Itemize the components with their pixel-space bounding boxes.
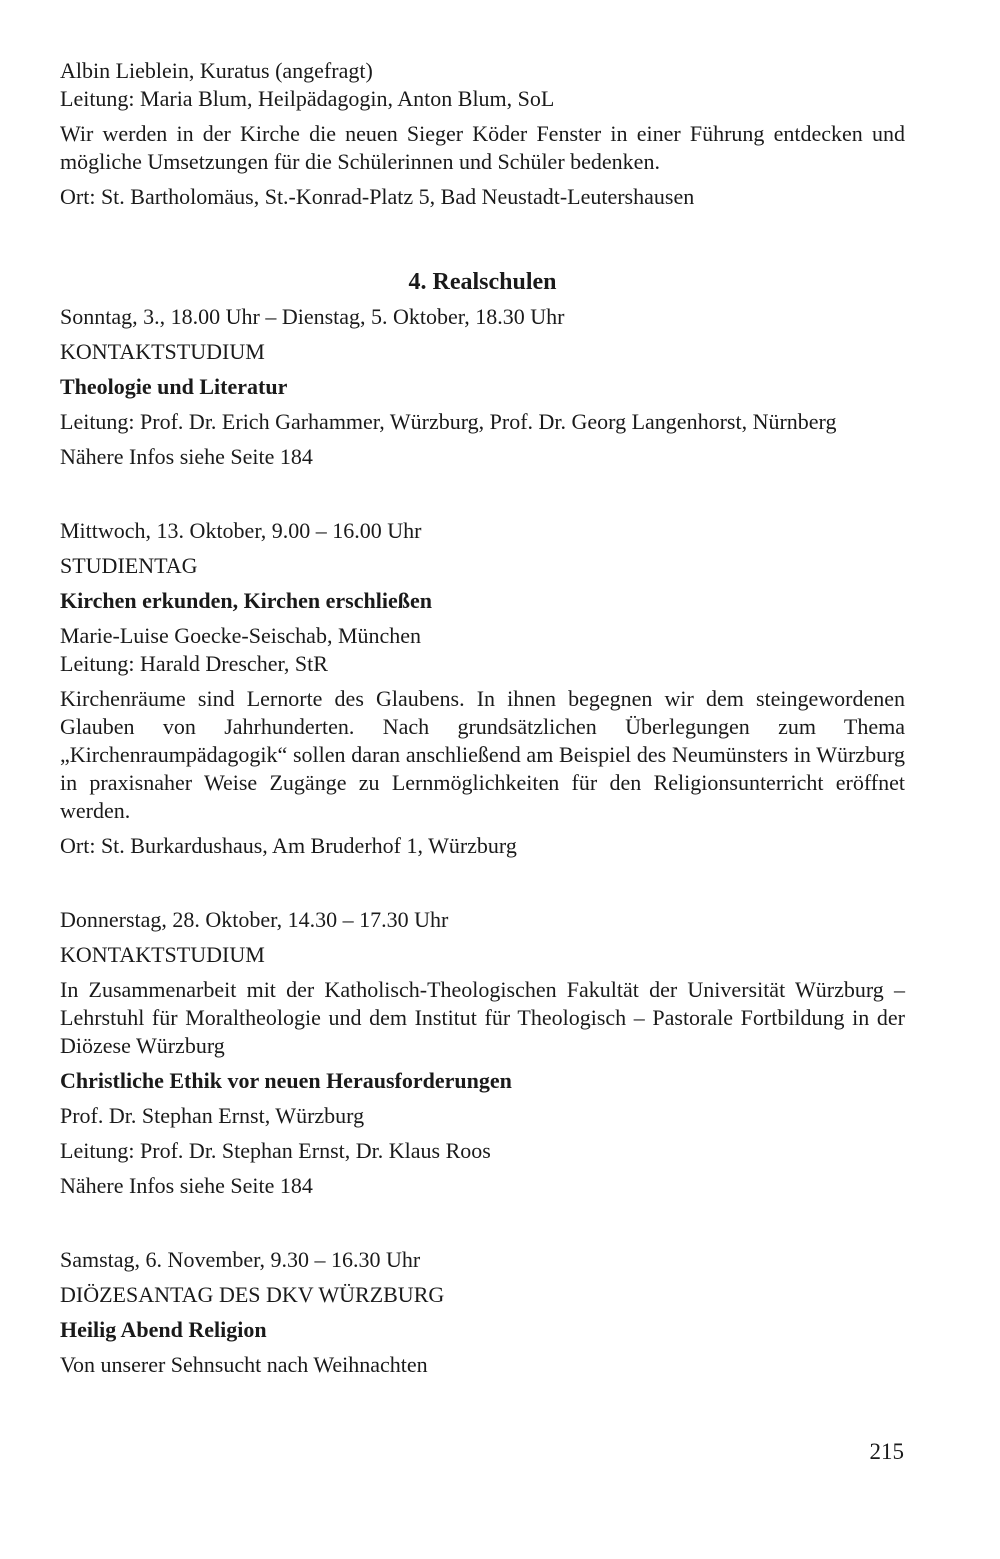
event-type: KONTAKTSTUDIUM [60,339,265,364]
event-subtitle: Von unserer Sehnsucht nach Weihnachten [60,1352,428,1377]
event-description: Wir werden in der Kirche die neuen Sieger Köder Fenster in einer Führung entdecken und mögliche Umsetzungen für die Schülerinnen und Schüler bedenken. [60,121,905,174]
event-date: Sonntag, 3., 18.00 Uhr – Dienstag, 5. Oktober, 18.30 Uhr [60,304,565,329]
event-cooperation: In Zusammenarbeit mit der Katholisch-Theologischen Fakultät der Universität Würzburg – Lehrstuhl für Moraltheologie und dem Institut für Theologisch – Pastorale Fortbildung in der Diözese Würzburg [60,977,905,1058]
event-description: Kirchenräume sind Lernorte des Glaubens. In ihnen begegnen wir dem steingewordenen Glauben von Jahrhunderten. Nach grundsätzlichen Überlegungen zum Thema „Kirchenraumpädagogik“ sollen daran anschließend am Beispiel des Neumünsters in Würzburg in praxisnaher Weise Zugänge zu Lernmöglichkeiten für den Religionsunterricht eröffnet werden. [60,686,905,823]
page-number: 215 [869,1439,904,1464]
document-page [60,57,905,1379]
event-date: Mittwoch, 13. Oktober, 9.00 – 16.00 Uhr [60,518,422,543]
event-speaker: Marie-Luise Goecke-Seischab, München [60,623,422,648]
speaker-line: Albin Lieblein, Kuratus (angefragt) [60,58,373,83]
event-type: DIÖZESANTAG DES DKV WÜRZBURG [60,1282,445,1307]
event-title: Christliche Ethik vor neuen Herausforderungen [60,1068,512,1093]
event-title: Kirchen erkunden, Kirchen erschließen [60,588,432,613]
event-leitung: Leitung: Harald Drescher, StR [60,651,328,676]
event-title: Heilig Abend Religion [60,1317,267,1342]
event-block [60,1246,905,1379]
event-type: STUDIENTAG [60,553,198,578]
event-date: Samstag, 6. November, 9.30 – 16.30 Uhr [60,1247,421,1272]
event-block [60,906,905,1200]
event-block [60,517,905,860]
event-date: Donnerstag, 28. Oktober, 14.30 – 17.30 Uhr [60,907,449,932]
section-heading: 4. Realschulen [408,269,557,295]
event-speaker: Prof. Dr. Stephan Ernst, Würzburg [60,1103,365,1128]
event-info: Nähere Infos siehe Seite 184 [60,444,313,469]
leitung-line: Leitung: Maria Blum, Heilpädagogin, Anton Blum, SoL [60,86,555,111]
event-block [60,303,905,471]
event-leitung: Leitung: Prof. Dr. Erich Garhammer, Würzburg, Prof. Dr. Georg Langenhorst, Nürnberg [60,409,837,434]
event-type: KONTAKTSTUDIUM [60,942,265,967]
event-location: Ort: St. Burkardushaus, Am Bruderhof 1, Würzburg [60,833,517,858]
location-line: Ort: St. Bartholomäus, St.-Konrad-Platz 5, Bad Neustadt-Leutershausen [60,184,695,209]
event-info: Nähere Infos siehe Seite 184 [60,1173,313,1198]
event-title: Theologie und Literatur [60,374,288,399]
event-leitung: Leitung: Prof. Dr. Stephan Ernst, Dr. Klaus Roos [60,1138,491,1163]
